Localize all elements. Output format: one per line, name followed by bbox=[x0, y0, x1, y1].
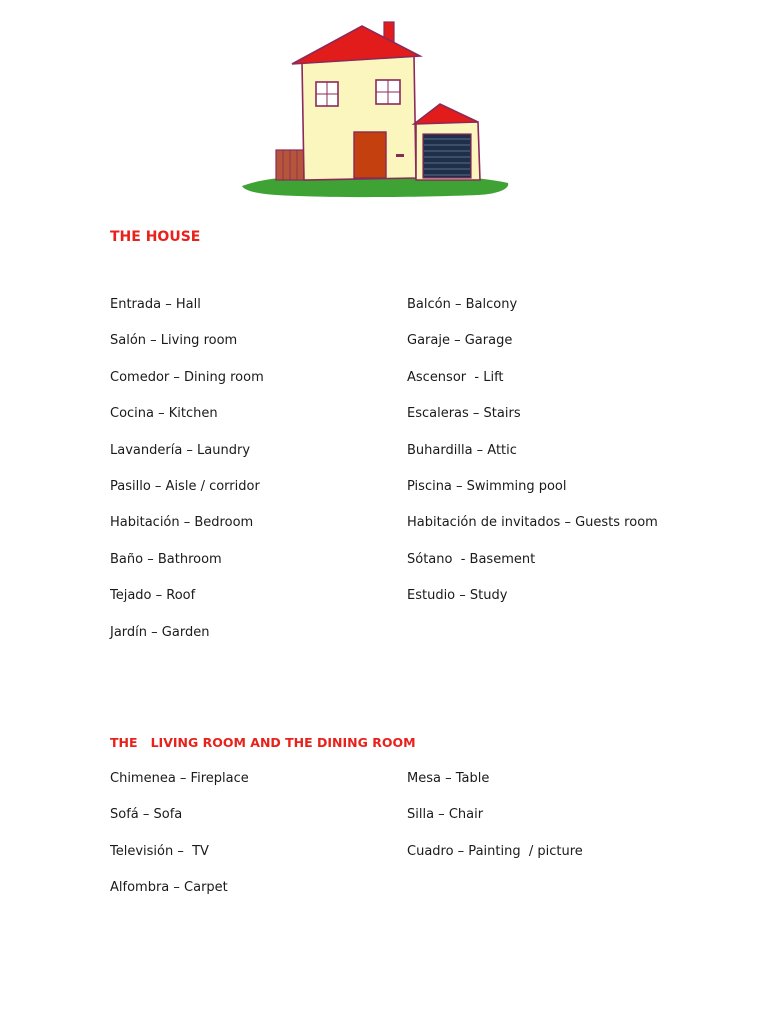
vocab-item: Televisión – TV bbox=[110, 843, 209, 859]
section-title-living-dining-room: THE LIVING ROOM AND THE DINING ROOM bbox=[110, 735, 416, 750]
vocab-item: Ascensor - Lift bbox=[407, 369, 504, 385]
section-title-the-house: THE HOUSE bbox=[110, 229, 201, 245]
vocab-item: Tejado – Roof bbox=[110, 588, 196, 604]
house-vocab-list-left bbox=[110, 297, 264, 661]
vocab-item: Mesa – Table bbox=[407, 771, 490, 786]
vocab-item: Pasillo – Aisle / corridor bbox=[110, 478, 260, 494]
vocab-item: Entrada – Hall bbox=[110, 297, 201, 312]
vocab-item: Estudio – Study bbox=[407, 588, 508, 604]
living-vocab-list-left bbox=[110, 771, 249, 917]
vocab-item: Comedor – Dining room bbox=[110, 369, 264, 385]
house-vocab-list-right bbox=[407, 297, 658, 625]
vocab-item: Habitación de invitados – Guests room bbox=[407, 515, 658, 531]
vocab-item: Sótano - Basement bbox=[407, 551, 536, 567]
garage-door-shape bbox=[423, 134, 471, 178]
vocab-item: Alfombra – Carpet bbox=[110, 880, 228, 896]
vocab-item: Chimenea – Fireplace bbox=[110, 771, 249, 786]
vocab-item: Balcón – Balcony bbox=[407, 297, 518, 312]
door-shape bbox=[354, 132, 386, 178]
vocab-item: Piscina – Swimming pool bbox=[407, 478, 567, 494]
vocab-item: Cocina – Kitchen bbox=[110, 406, 218, 422]
vocab-item: Habitación – Bedroom bbox=[110, 515, 254, 531]
living-vocab-list-right bbox=[407, 771, 583, 880]
house-icon bbox=[238, 18, 514, 202]
vocab-item: Cuadro – Painting / picture bbox=[407, 843, 583, 859]
vocab-item: Salón – Living room bbox=[110, 333, 238, 349]
vocab-item: Lavandería – Laundry bbox=[110, 442, 251, 458]
vocab-item: Buhardilla – Attic bbox=[407, 442, 517, 458]
vocab-item: Sofá – Sofa bbox=[110, 807, 183, 823]
vocab-item: Baño – Bathroom bbox=[110, 551, 222, 567]
vocab-item: Escaleras – Stairs bbox=[407, 406, 521, 422]
garage-roof-shape bbox=[414, 104, 478, 124]
vocab-item: Jardín – Garden bbox=[110, 624, 210, 640]
vocab-item: Silla – Chair bbox=[407, 807, 484, 823]
vocab-item: Garaje – Garage bbox=[407, 333, 513, 349]
